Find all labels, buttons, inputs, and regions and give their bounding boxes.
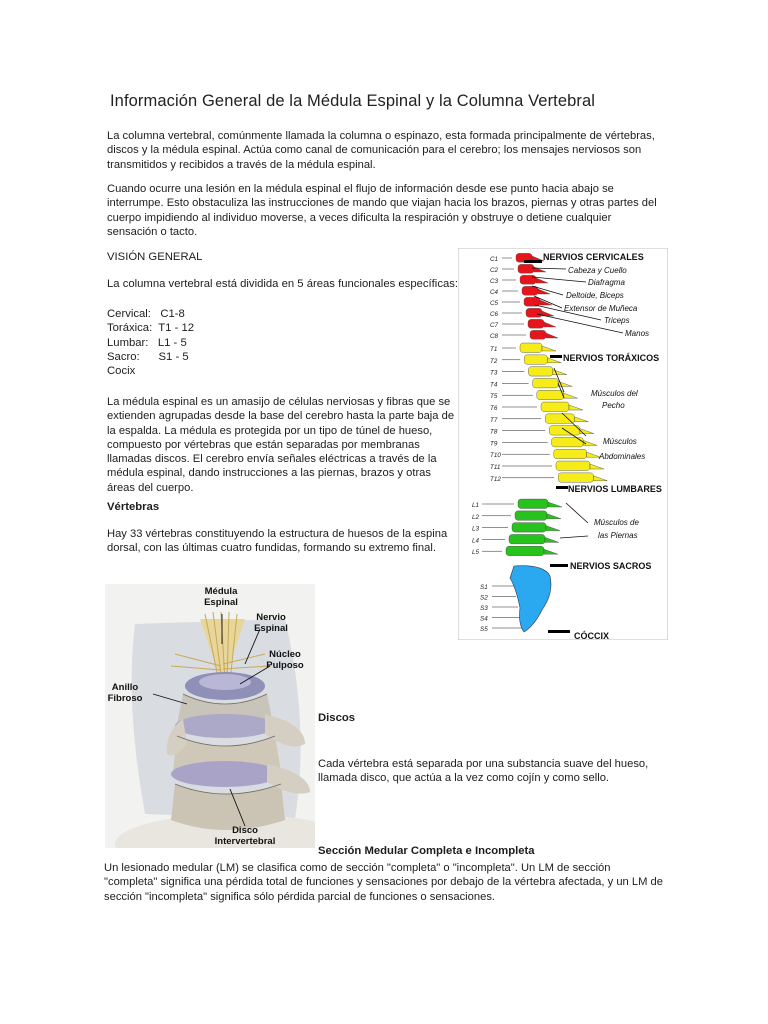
vertebra-label-c7: C7 [490,322,499,329]
vertebra-body-c6 [526,308,542,317]
item-musculos-pecho-1: Músculos del [591,389,638,398]
label-medula-1: Médula [204,586,238,597]
vertebra-label-t6: T6 [490,405,498,412]
vertebra-body-l1 [518,499,548,508]
vertebra-label-t7: T7 [490,416,498,424]
item-musculos-abd-2: Abdominales [599,452,646,461]
area-toraxica: Toráxica: T1 - 12 [107,322,195,335]
vertebra-body-c4 [522,286,538,295]
discos-heading: Discos [318,712,356,724]
header-coccix: CÓCCIX [574,631,610,640]
header-cervical: NERVIOS CERVICALES [543,252,644,262]
label-disco-1: Disco [232,825,258,836]
vertebra-body-t5 [537,390,564,399]
vertebra-body-c2 [518,264,534,273]
item-manos: Manos [625,329,650,338]
intro-paragraph: La columna vertebral, comúnmente llamada la columna o espinazo, esta formada principalmente de vértebras, discos y la médula espinal. Actúa como canal de comunicación para el cerebro; los mensajes nerviosos son transmitidos y recibidos a través de la médula espinal. [107,130,655,171]
vertebra-label-c4: C4 [490,289,499,296]
header-toracico: NERVIOS TORÁXICOS [563,353,660,363]
vertebra-label-c3: C3 [490,278,499,285]
header-sacro: NERVIOS SACROS [570,561,652,571]
vertebra-label-t11: T11 [490,464,501,471]
item-deltoide: Deltoide, Biceps [566,291,624,300]
vertebra-body-c5 [524,297,540,306]
seccion-heading: Sección Medular Completa e Incompleta [318,845,535,857]
label-anillo-2: Fibroso [107,693,143,704]
vertebra-body-l5 [506,546,544,555]
vertebra-body-t2 [524,355,547,364]
page-title: Información General de la Médula Espinal y la Columna Vertebral [110,92,596,110]
vertebra-body-t6 [541,402,569,411]
item-extensor: Extensor de Muñeca [564,304,638,313]
spine-diagram [458,248,668,640]
item-musculos-abd-1: Músculos [603,437,637,446]
vertebra-label-t1: T1 [490,346,498,353]
vertebra-body-t4 [533,378,559,387]
item-triceps: Triceps [604,316,630,325]
vertebra-body-t12 [558,473,593,482]
vertebra-label-c8: C8 [490,333,499,340]
area-cocix: Cocix [107,365,136,378]
vertebra-label-t3: T3 [490,369,498,377]
area-sacro: Sacro: S1 - 5 [107,350,189,363]
vertebra-label-l5: L5 [472,549,480,557]
vertebra-label-c5: C5 [490,300,499,307]
label-anillo-1: Anillo [111,682,139,693]
vertebra-body-l3 [512,523,546,532]
label-nervio-1: Nervio [256,612,286,623]
vertebra-diagram [105,584,315,848]
areas-list [107,307,194,378]
label-medula-2: Espinal [204,597,238,608]
vertebra-body-t11 [556,461,590,470]
label-nervio-2: Espinal [254,623,288,634]
vertebra-body-l4 [509,534,545,543]
vertebra-label-s4: S4 [480,615,488,623]
vertebra-label-l2: L2 [472,513,480,521]
vertebra-label-t8: T8 [490,428,498,436]
vertebra-body-c8 [530,330,546,339]
vertebra-label-l1: L1 [472,502,480,509]
label-nucleo-2: Pulposo [266,660,304,671]
vertebra-body-t1 [520,343,542,352]
vertebra-label-c6: C6 [490,311,499,318]
area-lumbar: Lumbar: L1 - 5 [107,336,187,349]
label-nucleo-1: Núcleo [269,649,301,660]
header-lumbar: NERVIOS LUMBARES [568,484,662,494]
vertebra-body-l2 [515,511,547,520]
vertebra-body-c3 [520,275,536,284]
injury-paragraph: Cuando ocurre una lesión en la médula espinal el flujo de información desde ese punto hacia abajo se interrumpe. Esto obstaculiza las instrucciones de mando que viajan hacia los brazos, piernas y otras partes del cuerpo impidiendo al individuo moverse, a veces dificulta la respiración y obstruye o detiene cualquier sensación o tacto. [107,183,657,238]
item-diafragma: Diafragma [588,278,625,287]
vertebras-heading: Vértebras [107,501,160,513]
discos-paragraph: Cada vértebra está separada por una substancia suave del hueso, llamada disco, que actúa a la vez como cojín y como sello. [318,758,649,785]
item-musculos-piernas-1: Músculos de [594,518,639,527]
vertebra-label-c1: C1 [490,256,499,263]
item-cabeza: Cabeza y Cuello [568,266,627,275]
vertebra-label-c2: C2 [490,267,499,274]
vertebra-label-t2: T2 [490,357,498,365]
vertebra-label-t12: T12 [490,475,501,483]
vertebra-label-l4: L4 [472,537,480,545]
vertebra-label-s1: S1 [480,584,488,591]
seccion-paragraph: Un lesionado medular (LM) se clasifica como de sección "completa" o "incompleta". Un LM de sección "completa" significa una pérdida total de funciones y sensaciones por debajo de la vértebra afectada, y un LM de sección "incompleta" significa sólo pérdida parcial de funciones o sensaciones. [104,862,663,903]
overview-heading: VISIÓN GENERAL [107,251,203,263]
vertebra-body-t10 [554,449,587,458]
vertebra-label-t10: T10 [490,452,501,460]
areas-intro: La columna vertebral está dividida en 5 áreas funcionales específicas: [107,278,459,290]
vertebra-body-t7 [545,414,574,423]
vertebra-label-s3: S3 [480,605,488,612]
label-disco-2: Intervertebral [214,836,276,847]
vertebras-paragraph: Hay 33 vértebras constituyendo la estructura de huesos de la espina dorsal, con las últimas cuatro fundidas, formando su extremo final. [107,528,448,555]
vertebra-label-s2: S2 [480,594,488,602]
medula-paragraph: La médula espinal es un amasijo de células nerviosas y fibras que se extienden agrupadas desde la base del cerebro hasta la parte baja de la espalda. La médula es protegida por un tipo de túnel de hueso, compuesto por vértebras que están separadas por membranas llamadas discos. El cerebro envía señales eléctricas a través de la médula espinal, dando instrucciones a las piernas, brazos y otras áreas del cuerpo. [107,396,455,494]
item-musculos-pecho-2: Pecho [602,401,625,410]
vertebra-body-t3 [528,367,552,376]
vertebra-body-t8 [549,426,579,435]
vertebra-label-t4: T4 [490,381,498,389]
vertebra-label-s5: S5 [480,626,488,633]
vertebra-label-t9: T9 [490,440,498,448]
area-cervical: Cervical: C1-8 [107,308,185,320]
item-musculos-piernas-2: las Piernas [598,531,638,540]
vertebra-label-l3: L3 [472,525,480,533]
vertebra-label-t5: T5 [490,393,498,401]
vertebra-body-c7 [528,319,544,328]
